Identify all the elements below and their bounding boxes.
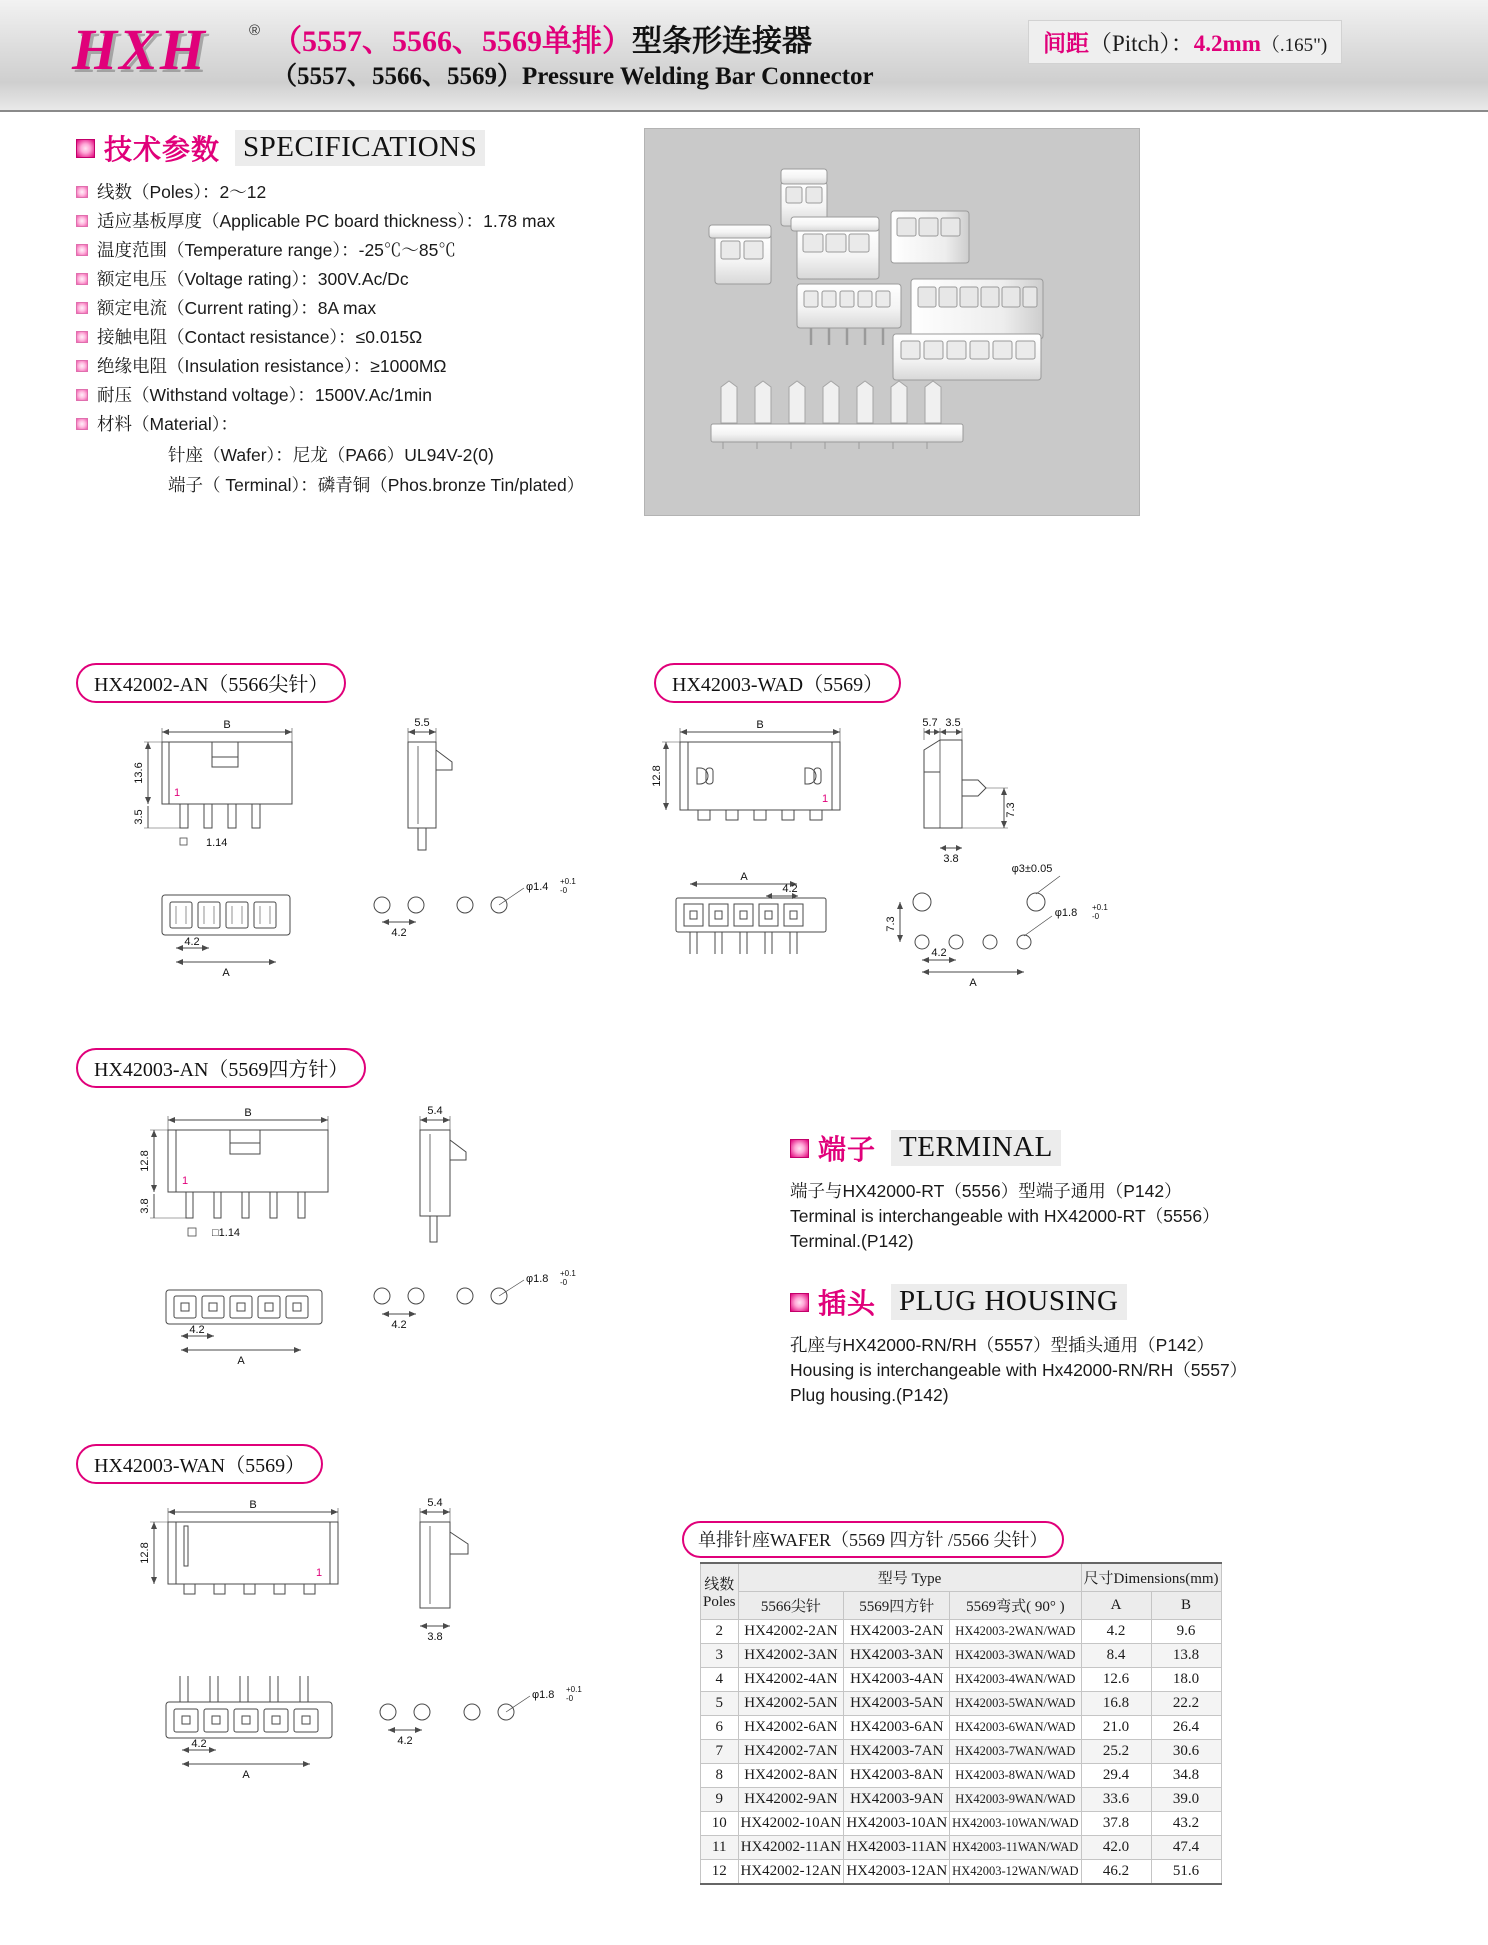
pcb-dim-42-label: 4.2 [931, 947, 947, 959]
table-row [701, 1764, 1222, 1788]
drawing-badge-hx42002-an: HX42002-AN（5566尖针） [76, 663, 346, 703]
spec-text: 绝缘电阻（Insulation resistance）：≥1000MΩ [97, 356, 447, 376]
cell-type3: HX42003-9WAN/WAD [950, 1788, 1081, 1812]
pitch-label-cn: 间距 [1043, 31, 1089, 56]
cell-type1: HX42002-8AN [738, 1764, 844, 1788]
cell-type2: HX42003-12AN [844, 1860, 950, 1885]
list-bullet-icon [76, 215, 88, 227]
col-a-header: A [1081, 1592, 1151, 1620]
list-item [76, 324, 636, 350]
cell-dim-b: 39.0 [1151, 1788, 1221, 1812]
pcb-dim-a-label: A [969, 977, 977, 989]
col-poles-header [701, 1563, 739, 1620]
dim-128-label: 12.8 [139, 1150, 151, 1172]
dim-54-label: 5.4 [427, 1105, 443, 1117]
specifications-section [76, 128, 636, 500]
pcb-hole-dia-label: φ1.4 [526, 881, 549, 893]
cell-type3: HX42003-4WAN/WAD [950, 1668, 1081, 1692]
pitch-badge [1028, 20, 1342, 64]
pcb-hole-dia-label: φ1.8 [1054, 907, 1078, 919]
dim-b-label: B [223, 719, 231, 731]
cell-poles: 11 [701, 1836, 739, 1860]
terminal-title-cn: 端子 [818, 1135, 877, 1166]
product-photo [644, 128, 1140, 516]
list-item [76, 266, 636, 292]
cell-dim-a: 42.0 [1081, 1836, 1151, 1860]
cell-poles: 4 [701, 1668, 739, 1692]
dim-38-label: 3.8 [139, 1198, 151, 1214]
dim-a-label: A [222, 967, 230, 979]
dim-a-label: A [740, 871, 748, 883]
cell-poles: 7 [701, 1740, 739, 1764]
cell-dim-a: 37.8 [1081, 1812, 1151, 1836]
table-header-row-1 [701, 1563, 1222, 1592]
drawing-hx42002-an [120, 710, 620, 1040]
table-body [701, 1620, 1222, 1885]
cell-type3: HX42003-7WAN/WAD [950, 1740, 1081, 1764]
page-header [0, 0, 1488, 112]
specifications-heading [76, 128, 636, 168]
cell-type1: HX42002-9AN [738, 1788, 844, 1812]
group-dimensions-header: 尺寸Dimensions(mm) [1081, 1563, 1221, 1592]
col-type2-header: 5569四方针 [844, 1592, 950, 1620]
cell-dim-b: 43.2 [1151, 1812, 1221, 1836]
cell-type3: HX42003-5WAN/WAD [950, 1692, 1081, 1716]
pitch-label-en: （Pitch）： [1089, 31, 1194, 56]
col-type3-header: 5569弯式( 90° ) [950, 1592, 1081, 1620]
spec-text: 耐压（Withstand voltage）：1500V.Ac/1min [97, 385, 432, 405]
table-row [701, 1692, 1222, 1716]
pcb-hole-tol-bot: -0 [560, 886, 568, 895]
dim-136-label: 13.6 [133, 762, 145, 784]
dim-pin-label: □1.14 [212, 1227, 241, 1239]
drawing-hx42003-an [120, 1098, 620, 1428]
cell-dim-a: 8.4 [1081, 1644, 1151, 1668]
list-bullet-icon [76, 186, 88, 198]
cell-dim-a: 16.8 [1081, 1692, 1151, 1716]
dim-128-label: 12.8 [651, 765, 663, 787]
cell-dim-a: 29.4 [1081, 1764, 1151, 1788]
list-bullet-icon [76, 244, 88, 256]
drawing-badge-hx42003-wan: HX42003-WAN（5569） [76, 1444, 323, 1484]
pcb-hole-dia-label: φ1.8 [526, 1273, 549, 1285]
drawing-badge-hx42003-wad: HX42003-WAD（5569） [654, 663, 901, 703]
cell-type1: HX42002-2AN [738, 1620, 844, 1644]
dim-55-label: 5.5 [414, 717, 430, 729]
dim-73-label: 7.3 [1005, 802, 1017, 818]
plug-housing-line-2: Housing is interchangeable with Hx42000-RN/RH（5557） [790, 1360, 1248, 1380]
dim-a-label: A [242, 1769, 250, 1781]
terminal-line-1: 端子与HX42000-RT（5556）型端子通用（P142） [790, 1181, 1182, 1201]
dim-54-label: 5.4 [427, 1497, 443, 1509]
table-row [701, 1644, 1222, 1668]
col-b-header: B [1151, 1592, 1221, 1620]
cell-poles: 3 [701, 1644, 739, 1668]
pin-one-marker: 1 [822, 793, 829, 805]
cell-dim-a: 21.0 [1081, 1716, 1151, 1740]
pcb-hole-tol-bot: -0 [560, 1278, 568, 1287]
list-item [76, 179, 636, 205]
table-row [701, 1740, 1222, 1764]
plug-housing-title-en: PLUG HOUSING [891, 1284, 1126, 1320]
list-bullet-icon [76, 389, 88, 401]
section-bullet-icon [76, 139, 95, 158]
list-item [76, 353, 636, 379]
list-bullet-icon [76, 418, 88, 430]
drawing-hx42003-wad [640, 710, 1160, 1040]
cell-dim-b: 22.2 [1151, 1692, 1221, 1716]
registered-trademark-icon: ® [249, 22, 261, 39]
pcb-hole-tol-bot: -0 [566, 1694, 574, 1703]
table-badge: 单排针座WAFER（5569 四方针 /5566 尖针） [682, 1521, 1064, 1558]
plug-housing-heading [790, 1282, 1310, 1322]
product-title-cn [272, 16, 812, 60]
dim-57-label: 5.7 [922, 717, 938, 729]
dim-b-label: B [249, 1499, 257, 1511]
table-row [701, 1668, 1222, 1692]
dim-128-label: 12.8 [139, 1542, 151, 1564]
pcb-dim-73-label: 7.3 [885, 916, 897, 932]
list-item [76, 382, 636, 408]
col-poles-cn: 线数 [704, 1576, 735, 1593]
cell-dim-a: 25.2 [1081, 1740, 1151, 1764]
material-terminal: 端子（ Terminal）：磷青铜（Phos.bronze Tin/plated） [168, 475, 585, 495]
plug-housing-section [790, 1282, 1310, 1408]
drawing-hx42003-wan [120, 1490, 640, 1820]
pcb-dim-42-label: 4.2 [397, 1735, 413, 1747]
cell-type1: HX42002-11AN [738, 1836, 844, 1860]
col-type1-header: 5566尖针 [738, 1592, 844, 1620]
product-title-en: （5557、5566、5569）Pressure Welding Bar Connector [272, 63, 874, 90]
cell-type1: HX42002-6AN [738, 1716, 844, 1740]
terminal-line-2: Terminal is interchangeable with HX42000-RT（5556） [790, 1206, 1220, 1226]
cell-type2: HX42003-3AN [844, 1644, 950, 1668]
cell-dim-a: 33.6 [1081, 1788, 1151, 1812]
dim-42-label: 4.2 [191, 1738, 207, 1750]
cell-type3: HX42003-8WAN/WAD [950, 1764, 1081, 1788]
spec-text: 额定电流（Current rating）：8A max [97, 298, 377, 318]
pcb-hole-tol-top: +0.1 [560, 1269, 576, 1278]
dim-a-label: A [237, 1355, 245, 1367]
cell-type3: HX42003-3WAN/WAD [950, 1644, 1081, 1668]
dim-b-label: B [244, 1107, 252, 1119]
cell-type3: HX42003-11WAN/WAD [950, 1836, 1081, 1860]
cell-dim-a: 46.2 [1081, 1860, 1151, 1885]
pin-one-marker: 1 [316, 1567, 323, 1579]
spec-text: 额定电压（Voltage rating）：300V.Ac/Dc [97, 269, 409, 289]
product-title-cn-prefix: （5557、5566、5569单排） [272, 25, 632, 58]
pcb-dim-42-label: 4.2 [391, 1319, 407, 1331]
cell-type2: HX42003-8AN [844, 1764, 950, 1788]
cell-poles: 5 [701, 1692, 739, 1716]
cell-type3: HX42003-2WAN/WAD [950, 1620, 1081, 1644]
spec-text: 接触电阻（Contact resistance）：≤0.015Ω [97, 327, 423, 347]
plug-housing-line-1: 孔座与HX42000-RN/RH（5557）型插头通用（P142） [790, 1335, 1215, 1355]
company-logo: HXH [72, 17, 207, 82]
dim-42-label: 4.2 [184, 936, 200, 948]
spec-text: 材料（Material）： [97, 414, 238, 434]
group-type-header: 型号 Type [738, 1563, 1081, 1592]
table-header [701, 1563, 1222, 1620]
pcb-dia-label: φ3±0.05 [1011, 863, 1053, 875]
dim-38-label: 3.8 [427, 1631, 443, 1643]
cell-poles: 6 [701, 1716, 739, 1740]
pin-one-marker: 1 [174, 787, 181, 799]
pcb-hole-tol-top: +0.1 [1092, 903, 1108, 912]
table-row [701, 1836, 1222, 1860]
terminal-title-en: TERMINAL [891, 1130, 1061, 1166]
dim-35-label: 3.5 [945, 717, 961, 729]
dim-b-label: B [756, 719, 764, 731]
cell-type2: HX42003-7AN [844, 1740, 950, 1764]
list-item [76, 295, 636, 321]
cell-dim-b: 51.6 [1151, 1860, 1221, 1885]
cell-type2: HX42003-11AN [844, 1836, 950, 1860]
cell-type1: HX42002-4AN [738, 1668, 844, 1692]
cell-dim-b: 30.6 [1151, 1740, 1221, 1764]
drawing-badge-hx42003-an: HX42003-AN（5569四方针） [76, 1048, 366, 1088]
dim-35-label: 3.5 [133, 809, 145, 825]
cell-type3: HX42003-6WAN/WAD [950, 1716, 1081, 1740]
cell-dim-b: 9.6 [1151, 1620, 1221, 1644]
section-bullet-icon [790, 1139, 809, 1158]
cell-dim-a: 4.2 [1081, 1620, 1151, 1644]
cell-dim-b: 18.0 [1151, 1668, 1221, 1692]
specifications-title-cn: 技术参数 [104, 135, 221, 166]
cell-dim-a: 12.6 [1081, 1668, 1151, 1692]
pin-one-marker: 1 [182, 1175, 189, 1187]
list-item [76, 208, 636, 234]
cell-poles: 9 [701, 1788, 739, 1812]
pcb-hole-dia-label: φ1.8 [532, 1689, 555, 1701]
section-bullet-icon [790, 1293, 809, 1312]
pcb-hole-tol-bot: -0 [1092, 912, 1100, 921]
cell-type2: HX42003-4AN [844, 1668, 950, 1692]
spec-text: 温度范围（Temperature range）：-25℃～85℃ [97, 240, 456, 260]
table-header-row-2 [701, 1592, 1222, 1620]
cell-type1: HX42002-7AN [738, 1740, 844, 1764]
cell-type2: HX42003-6AN [844, 1716, 950, 1740]
cell-type1: HX42002-10AN [738, 1812, 844, 1836]
list-item [76, 237, 636, 263]
list-bullet-icon [76, 302, 88, 314]
terminal-section [790, 1128, 1310, 1254]
table-row [701, 1860, 1222, 1885]
specifications-title-en: SPECIFICATIONS [235, 130, 485, 166]
col-poles-en: Poles [703, 1593, 736, 1610]
plug-housing-title-cn: 插头 [818, 1289, 877, 1320]
terminal-heading [790, 1128, 1310, 1168]
spec-text: 适应基板厚度（Applicable PC board thickness）：1.78 max [97, 211, 556, 231]
list-bullet-icon [76, 360, 88, 372]
cell-dim-b: 26.4 [1151, 1716, 1221, 1740]
pcb-dim-42-label: 4.2 [391, 927, 407, 939]
list-item [76, 411, 636, 437]
pitch-value: 4.2mm [1193, 31, 1261, 56]
cell-type1: HX42002-5AN [738, 1692, 844, 1716]
cell-type2: HX42003-2AN [844, 1620, 950, 1644]
wafer-spec-table [700, 1562, 1222, 1885]
dim-114-label: 1.14 [206, 837, 228, 849]
cell-poles: 2 [701, 1620, 739, 1644]
cell-poles: 12 [701, 1860, 739, 1885]
cell-type2: HX42003-5AN [844, 1692, 950, 1716]
cell-poles: 8 [701, 1764, 739, 1788]
plug-housing-line-3: Plug housing.(P142) [790, 1385, 949, 1405]
product-title-cn-suffix: 型条形连接器 [632, 25, 812, 58]
cell-dim-b: 47.4 [1151, 1836, 1221, 1860]
cell-type3: HX42003-12WAN/WAD [950, 1860, 1081, 1885]
table-row [701, 1716, 1222, 1740]
list-bullet-icon [76, 331, 88, 343]
table-row [701, 1788, 1222, 1812]
dim-42-label: 4.2 [189, 1324, 205, 1336]
cell-dim-b: 34.8 [1151, 1764, 1221, 1788]
list-bullet-icon [76, 273, 88, 285]
pitch-inch: （.165") [1260, 35, 1328, 56]
table-row [701, 1620, 1222, 1644]
cell-type2: HX42003-10AN [844, 1812, 950, 1836]
pcb-hole-tol-top: +0.1 [566, 1685, 582, 1694]
table-row [701, 1812, 1222, 1836]
pcb-hole-tol-top: +0.1 [560, 877, 576, 886]
cell-poles: 10 [701, 1812, 739, 1836]
cell-type3: HX42003-10WAN/WAD [950, 1812, 1081, 1836]
dim-38-label: 3.8 [943, 853, 959, 865]
cell-type2: HX42003-9AN [844, 1788, 950, 1812]
spec-text: 线数（Poles）：2～12 [97, 182, 267, 202]
cell-type1: HX42002-3AN [738, 1644, 844, 1668]
specifications-list [76, 179, 636, 437]
cell-dim-b: 13.8 [1151, 1644, 1221, 1668]
terminal-line-3: Terminal.(P142) [790, 1231, 914, 1251]
cell-type1: HX42002-12AN [738, 1860, 844, 1885]
dim-42-label: 4.2 [782, 883, 798, 895]
material-wafer: 针座（Wafer）：尼龙（PA66）UL94V-2(0) [168, 445, 494, 465]
